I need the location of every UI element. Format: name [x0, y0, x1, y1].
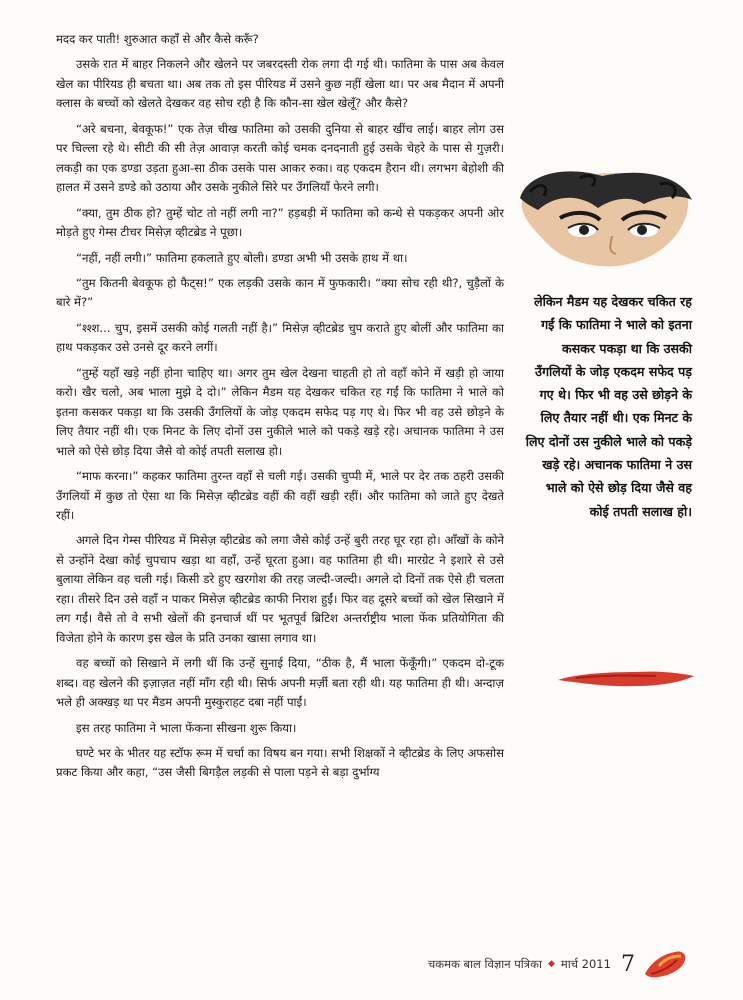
article-paragraph: अगले दिन गेम्स पीरियड में मिसेज़ व्हीटब्रेड को लगा जैसे कोई उन्हें बुरी तरह घूर रहा हो। आँखों के कोने से उन्होंने देखा कोई चुपचाप खड़ा था वहाँ, उन्हें घूरता हुआ। वह फातिमा ही थी। मारग्रेट ने इशारे से उसे बुलाया लेकिन वह चली गई। किसी डरे हुए खरगोश की तरह जल्दी-जल्दी। अगले दो दिनों तक ऐसे ही चलता रहा। तीसरे दिन उसे वहाँ न पाकर मिसेज़ व्हीटब्रेड काफी निराश हुईं। फिर वह दूसरे बच्चों को खेल सिखाने में लग गईं। वैसे तो वे सभी खेलों की इनचार्ज थीं पर भूतपूर्व ब्रिटिश अन्तर्राष्ट्रीय भाला फेंक प्रतियोगिता की विजेता होने के कारण इस खेल के प्रति उनका खासा लगाव था। — [56, 533, 504, 645]
issue-date: मार्च 2011 — [560, 956, 611, 971]
article-paragraph: वह बच्चों को सिखाने में लगी थीं कि उन्हें सुनाई दिया, “ठीक है, मैं भाला फेंकूँगी।” एकदम दो-टूक शब्द। वह खेलने की इज़ाज़त नहीं माँग रही थी। सिर्फ अपनी मर्ज़ी बता रही थी। यह फातिमा ही थी। अन्दाज़ भले ही अक्खड़ था पर मैडम अपनी मुस्कुराहट दबा नहीं पाईं। — [56, 656, 504, 710]
article-paragraph: मदद कर पाती! शुरुआत कहाँ से और कैसे करूँ? — [56, 32, 259, 46]
magazine-name: चकमक बाल विज्ञान पत्रिका — [428, 956, 542, 971]
article-paragraph: “माफ करना।” कहकर फातिमा तुरन्त वहाँ से चली गई। उसकी चुप्पी में, भाले पर देर तक ठहरी उसकी उँगलियों में कुछ तो ऐसा था कि मिसेज़ व्हीटब्रेड वहीं की वहीं खड़ी रहीं। और फातिमा को जाते हुए देखते रहीं। — [56, 469, 504, 522]
article-body — [56, 30, 504, 783]
article-paragraph: “नहीं, नहीं लगी।” फातिमा हकलाते हुए बोली। डण्डा अभी भी उसके हाथ में था। — [76, 250, 408, 265]
diamond-icon: ◆ — [547, 959, 555, 969]
article-paragraph: इस तरह फातिमा ने भाला फेंकना सीखना शुरू किया। — [76, 720, 297, 735]
page-number: 7 — [620, 951, 635, 977]
article-paragraph: “श्श्श... चुप, इसमें उसकी कोई गलती नहीं है।” मिसेज़ व्हीटब्रेड चुप कराते हुए बोलीं और फातिमा का हाथ पकड़कर उसे उनसे दूर करने लगीं। — [56, 320, 504, 355]
article-paragraph: “तुम्हें यहाँ खड़े नहीं होना चाहिए था। अगर तुम खेल देखना चाहती हो तो वहाँ कोने में खड़ी हो जाया करो। खैर चलो, अब भाला मुझे दे दो।” लेकिन मैडम यह देखकर चकित रह गईं कि फातिमा ने भाले को इतना कसकर पकड़ा था कि उसकी उँगलियों के जोड़ एकदम सफेद पड़ गए थे। फिर भी वह उसे छोड़ने के लिए तैयार नहीं थी। एक मिनट के लिए दोनों उस नुकीले भाले को पकड़े खड़े रहे। अचानक फातिमा ने उस भाले को ऐसे छोड़ दिया जैसे वो कोई तपती सलाख हो। — [56, 365, 504, 458]
article-paragraph: “अरे बचना, बेवकूफ!” एक तेज़ चीख फातिमा को उसकी दुनिया से बाहर खींच लाई। बाहर लोग उस पर चिल्ला रहे थे। सीटी की सी तेज़ आवाज़ करती कोई चमक दनदनाती हुई उसके चेहरे के पास से गुज़री। लकड़ी का एक डण्डा उड़ता हुआ-सा ठीक उसके पास आकर रुका। वह एकदम हैरान थी। लगभग बेहोशी की हालत में उसने डण्डे को उठाया और उसके नुकीले सिरे पर उँगलियाँ फेरने लगी। — [56, 121, 504, 195]
article-paragraph: घण्टे भर के भीतर यह स्टॉफ रूम में चर्चा का विषय बन गया। सभी शिक्षकों ने व्हीटब्रेड के लिए अफसोस प्रकट किया और कहा, “उस जैसी बिगड़ैल लड़की से पाला पड़ने से बड़ा दुर्भाग्य — [56, 745, 504, 780]
red-flower-icon — [641, 944, 689, 984]
page-footer — [428, 944, 728, 984]
red-brush-stroke — [556, 664, 696, 694]
girl-face-illustration — [520, 170, 692, 270]
pull-quote: लेकिन मैडम यह देखकर चकित रह गईं कि फातिमा ने भाले को इतना कसकर पकड़ा था कि उसकी उँगलियों के जोड़ एकदम सफेद पड़ गए थे। फिर भी वह उसे छोड़ने के लिए तैयार नहीं थी। एक मिनट के लिए दोनों उस नुकीले भाले को पकड़े खड़े रहे। अचानक फातिमा ने उस भाले को ऐसे छोड़ दिया जैसे वह कोई तपती सलाख हो। — [525, 294, 692, 519]
article-paragraph: “क्या, तुम ठीक हो? तुम्हें चोट तो नहीं लगी ना?” हड़बड़ी में फातिमा को कन्धे से पकड़कर अपनी ओर मोड़ते हुए गेम्स टीचर मिसेज़ व्हीटब्रेड ने पूछा। — [56, 205, 504, 240]
article-paragraph: “तुम कितनी बेवकूफ हो फैट्स!” एक लड़की उसके कान में फुफकारी। “क्या सोच रही थी?, चुड़ैलों के बारे में?” — [56, 275, 504, 310]
article-paragraph: उसके रात में बाहर निकलने और खेलने पर जबरदस्ती रोक लगा दी गई थी। फातिमा के पास अब केवल खेल का पीरियड ही बचता था। अब तक तो इस पीरियड में उसने कुछ नहीं खेला था। पर अब मैदान में अपनी क्लास के बच्चों को खेलते देखकर वह सोच रही है कि कौन-सा खेल खेलूँ? और कैसे? — [56, 57, 504, 111]
